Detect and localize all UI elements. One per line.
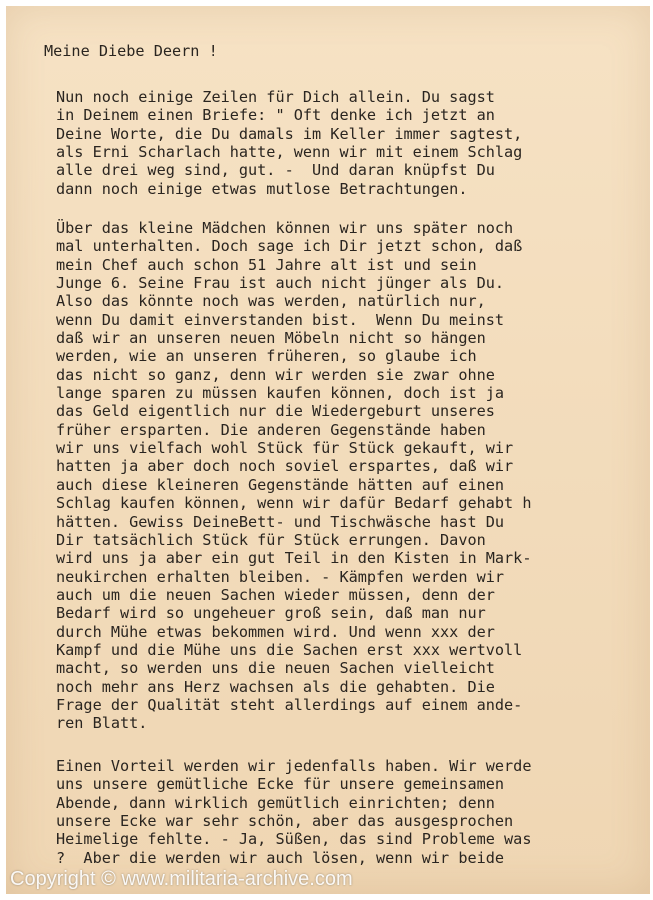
typed-line: Einen Vorteil werden wir jedenfalls haben. Wir werde xyxy=(56,757,532,775)
paper-sheet xyxy=(6,6,650,894)
paragraph-1 xyxy=(56,88,522,198)
typed-line: Nun noch einige Zeilen für Dich allein. Du sagst xyxy=(56,88,495,106)
typed-line: früher ersparten. Die anderen Gegenstände haben xyxy=(56,420,486,439)
typed-line: das Geld eigentlich nur die Wiedergeburt unseres xyxy=(56,402,495,421)
typed-line: hätten. Gewiss DeineBett- und Tischwäsche hast Du xyxy=(56,512,505,531)
typed-line: ren Blatt. xyxy=(56,714,148,733)
typed-line: lange sparen zu müssen kaufen können, doch ist ja xyxy=(56,384,505,403)
typed-line: mein Chef auch schon 51 Jahre alt ist und sein xyxy=(56,255,477,274)
typed-line: als Erni Scharlach hatte, wenn wir mit einem Schlag xyxy=(56,143,523,162)
typed-line: Über das kleine Mädchen können wir uns später noch xyxy=(56,219,514,237)
typed-line: wird uns ja aber ein gut Teil in den Kisten in Mark- xyxy=(56,549,532,568)
copyright-watermark: Copyright © www.militaria-archive.com xyxy=(10,868,353,890)
typed-line: Schlag kaufen können, wenn wir dafür Bedarf gehabt h xyxy=(56,494,532,513)
typed-line: Abende, dann wirklich gemütlich einrichten; denn xyxy=(56,793,495,812)
typed-line: wenn Du damit einverstanden bist. Wenn Du meinst xyxy=(56,310,505,329)
paragraph-3 xyxy=(56,757,531,867)
typed-line: Kampf und die Mühe uns die Sachen erst xxx wertvoll xyxy=(56,640,523,659)
typed-line: hatten ja aber doch noch soviel erspartes, daß wir xyxy=(56,457,514,476)
typed-line: alle drei weg sind, gut. - Und daran knüpfst Du xyxy=(56,161,495,180)
typed-line: macht, so werden uns die neuen Sachen vielleicht xyxy=(56,659,495,678)
typed-line: Bedarf wird so ungeheuer groß sein, daß man nur xyxy=(56,604,486,623)
typed-line: daß wir an unseren neuen Möbeln nicht so hängen xyxy=(56,329,486,348)
typed-line: uns unsere gemütliche Ecke für unsere gemeinsamen xyxy=(56,775,505,794)
typed-line: das nicht so ganz, denn wir werden sie zwar ohne xyxy=(56,365,495,384)
typed-line: auch diese kleineren Gegenstände hätten auf einen xyxy=(56,475,505,494)
typed-line: noch mehr ans Herz wachsen als die gehabten. Die xyxy=(56,677,495,696)
typed-line: durch Mühe etwas bekommen wird. Und wenn xxx der xyxy=(56,622,495,641)
typed-line: in Deinem einen Briefe: " Oft denke ich jetzt an xyxy=(56,106,495,125)
typed-line: werden, wie an unseren früheren, so glaube ich xyxy=(56,347,477,366)
typed-line: Heimelige fehlte. - Ja, Süßen, das sind Probleme was xyxy=(56,830,532,849)
typed-line: Deine Worte, die Du damals im Keller immer sagtest, xyxy=(56,124,523,143)
typed-line: wir uns vielfach wohl Stück für Stück gekauft, wir xyxy=(56,439,514,458)
typed-line: dann noch einige etwas mutlose Betrachtungen. xyxy=(56,179,468,198)
typed-line: unsere Ecke war sehr schön, aber das ausgesprochen xyxy=(56,812,514,831)
typed-line: Dir tatsächlich Stück für Stück errungen. Davon xyxy=(56,530,486,549)
typed-line: auch um die neuen Sachen wieder müssen, denn der xyxy=(56,585,495,604)
typed-line: mal unterhalten. Doch sage ich Dir jetzt schon, daß xyxy=(56,237,523,256)
typed-line: ? Aber die werden wir auch lösen, wenn wir beide xyxy=(56,848,505,867)
typed-line: Frage der Qualität steht allerdings auf einem ande- xyxy=(56,695,523,714)
letter-greeting: Meine Diebe Deern ! xyxy=(44,42,218,60)
typed-line: Also das könnte noch was werden, natürlich nur, xyxy=(56,292,486,311)
paragraph-2 xyxy=(56,219,531,733)
typed-line: neukirchen erhalten bleiben. - Kämpfen werden wir xyxy=(56,567,505,586)
typed-line: Junge 6. Seine Frau ist auch nicht jünger als Du. xyxy=(56,274,505,293)
